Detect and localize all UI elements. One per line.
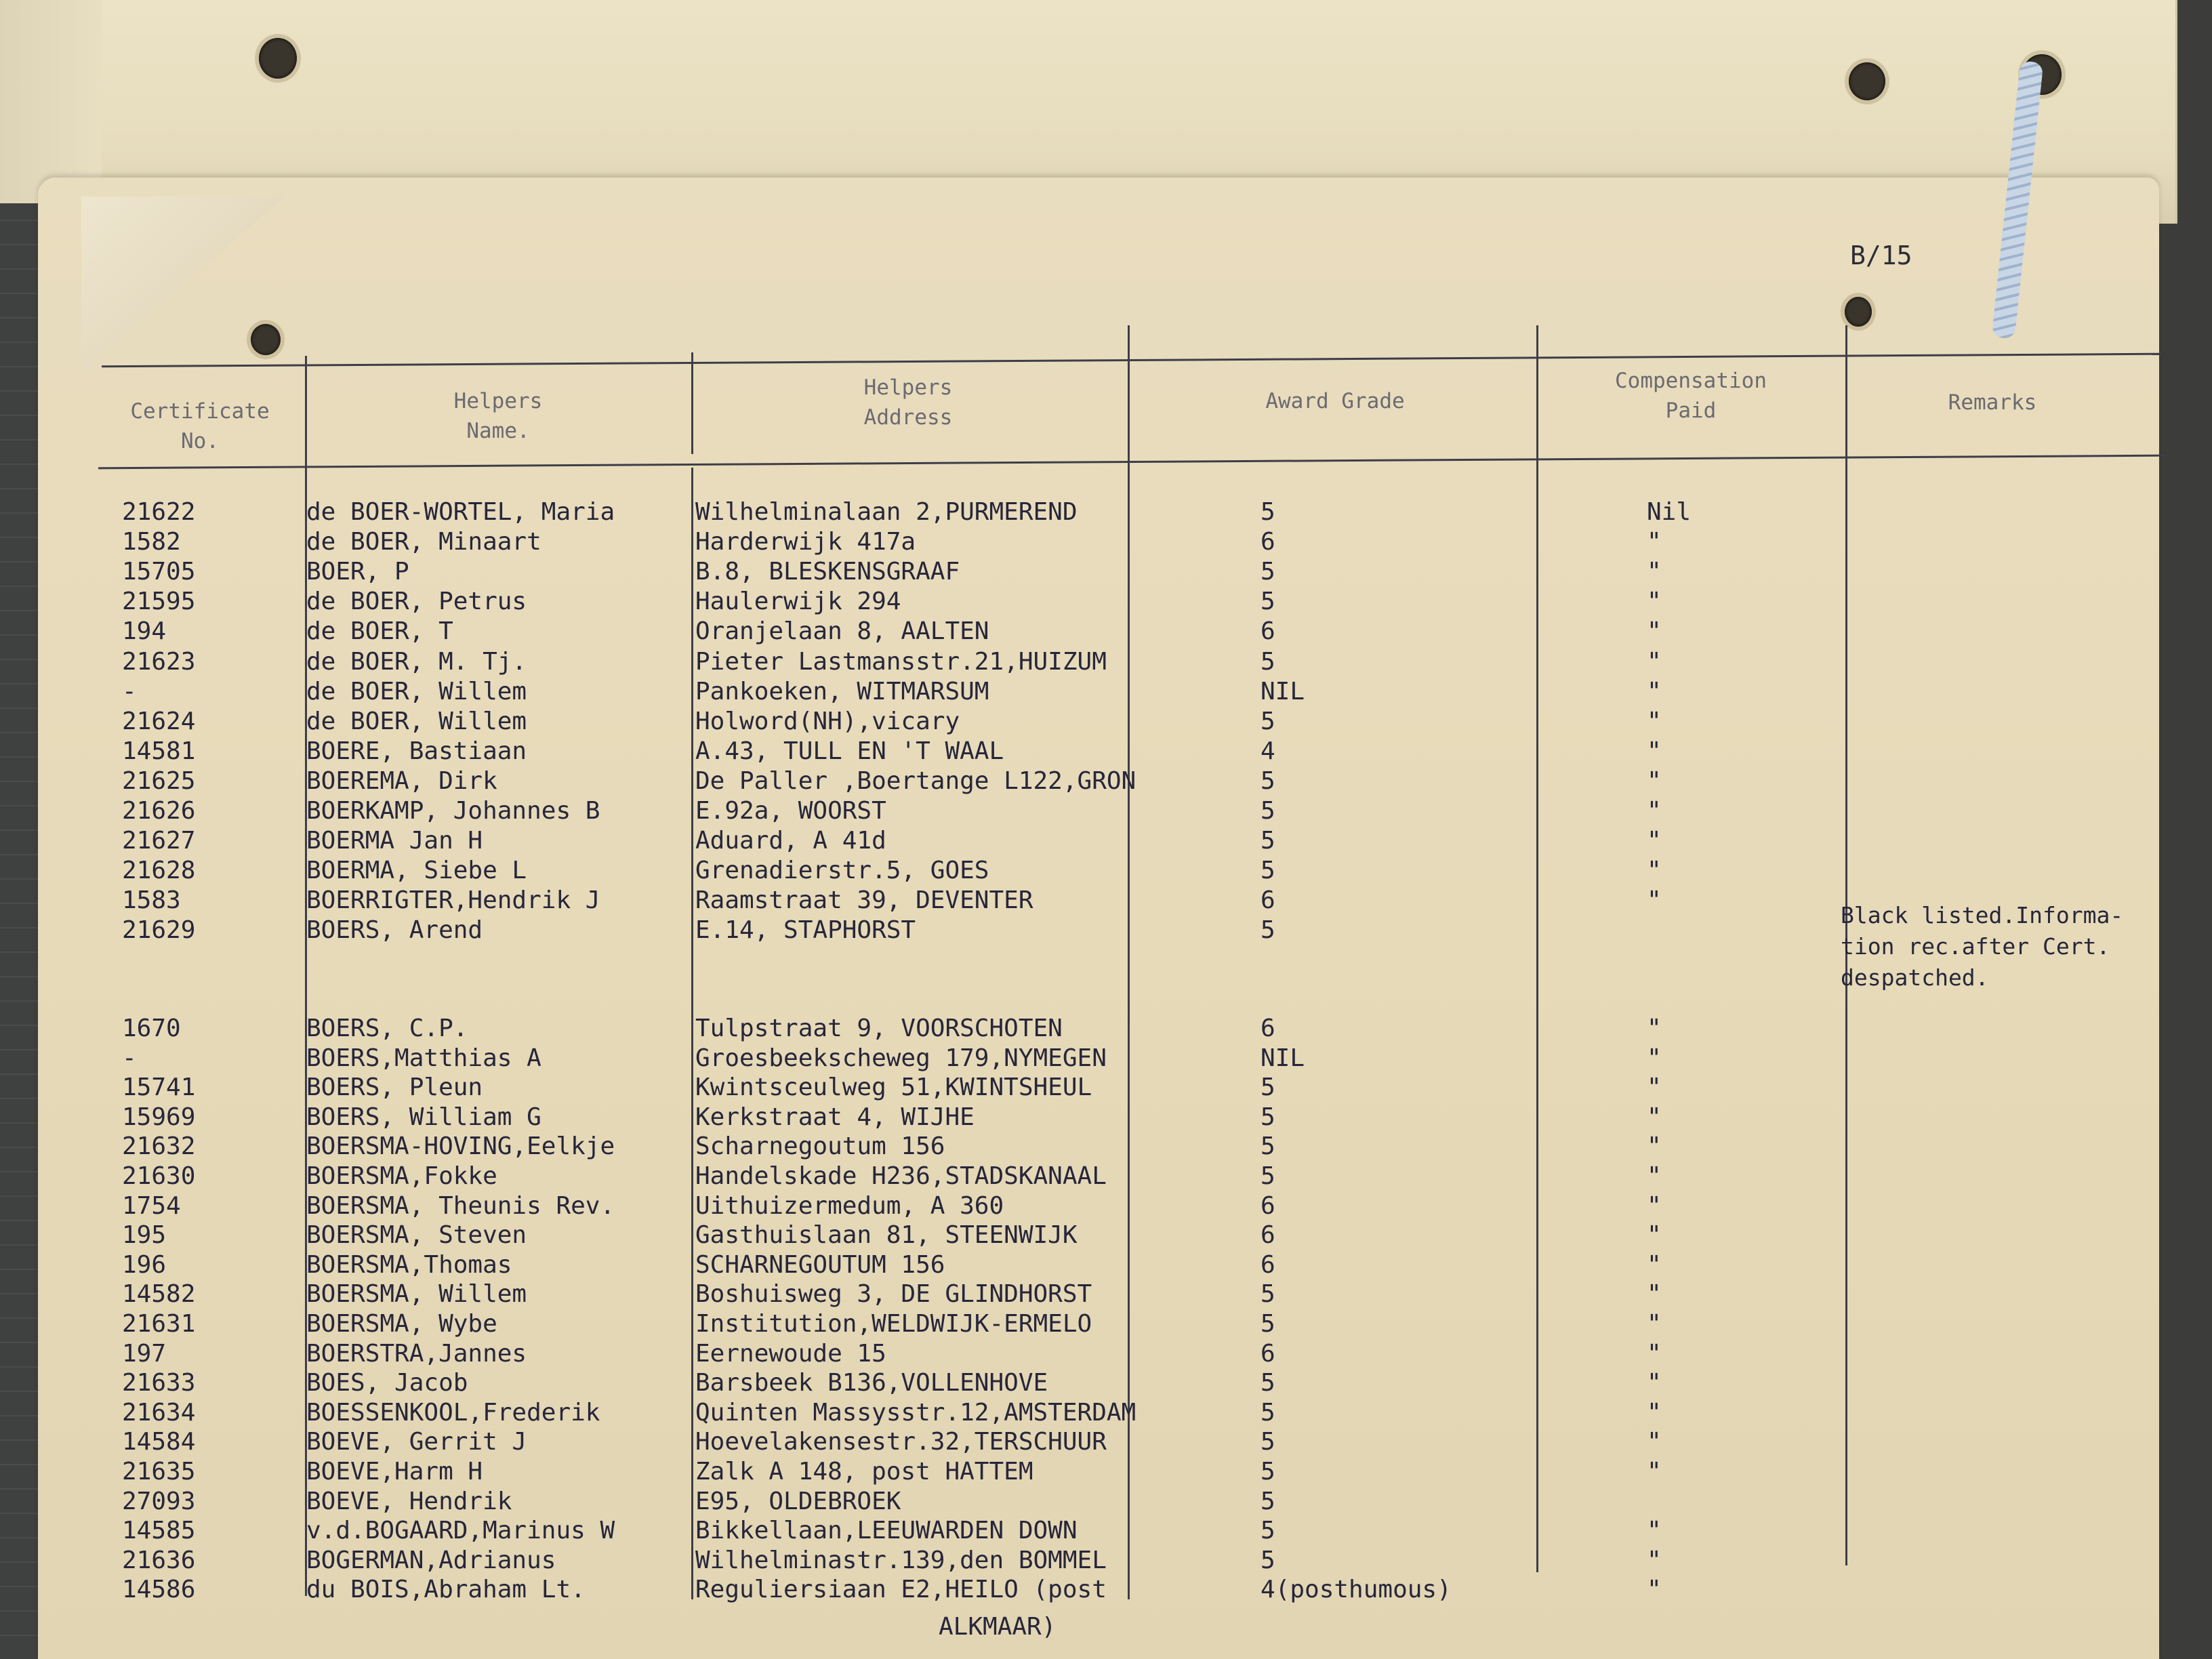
compensation-paid: " [1647, 797, 1662, 825]
award-grade: 5 [1261, 916, 1275, 945]
certificate-number: 21625 [122, 766, 196, 795]
helper-name: BOERS, C.P. [306, 1015, 468, 1042]
helper-name: BOESSENKOOL,Frederik [306, 1398, 600, 1427]
award-grade: NIL [1261, 1044, 1305, 1072]
compensation-paid: " [1647, 827, 1662, 855]
award-grade: 5 [1261, 797, 1275, 825]
header-award: Award Grade [1265, 389, 1405, 413]
helper-address: Pieter Lastmansstr.21,HUIZUM [695, 647, 1107, 676]
award-grade: 5 [1261, 1310, 1275, 1338]
helper-address: E.92a, WOORST [695, 797, 886, 825]
certificate-number: 21623 [122, 647, 196, 676]
certificate-number: 21635 [122, 1458, 196, 1486]
helper-name: de BOER, M. Tj. [306, 647, 527, 676]
helper-address: Reguliersiaan E2,HEILO (post [695, 1576, 1107, 1604]
certificate-number: 21629 [122, 916, 196, 945]
helper-address: Boshuisweg 3, DE GLINDHORST [695, 1280, 1092, 1309]
compensation-paid: " [1647, 1458, 1662, 1486]
helper-name: BOERE, Bastiaan [306, 737, 527, 765]
compensation-paid: " [1647, 1073, 1662, 1102]
certificate-number: 14581 [122, 737, 196, 765]
compensation-paid: " [1647, 1576, 1662, 1604]
award-grade: 6 [1261, 1015, 1275, 1042]
certificate-number: 1754 [122, 1191, 181, 1220]
certificate-number: 21624 [122, 707, 196, 735]
award-grade: 5 [1261, 1428, 1275, 1456]
helper-name: BOER, P [306, 558, 409, 586]
helper-address: Holword(NH),vicary [695, 707, 960, 735]
award-grade: 4(posthumous) [1261, 1576, 1452, 1604]
certificate-number: 21631 [122, 1310, 196, 1338]
award-grade: 5 [1261, 1073, 1275, 1102]
award-grade: 5 [1261, 707, 1275, 735]
helper-name: BOERS,Matthias A [306, 1044, 541, 1072]
helper-address: SCHARNEGOUTUM 156 [695, 1250, 945, 1279]
helper-name: BOERSMA,Thomas [306, 1250, 512, 1279]
award-grade: 6 [1261, 1250, 1275, 1279]
helper-address: Institution,WELDWIJK-ERMELO [695, 1310, 1092, 1338]
certificate-number: 14585 [122, 1517, 196, 1545]
compensation-paid: " [1647, 677, 1662, 705]
punch-hole-icon [1849, 62, 1885, 100]
compensation-paid: " [1647, 1398, 1662, 1427]
helper-name: de BOER, T [306, 617, 453, 646]
helper-name: de BOER, Minaart [306, 528, 541, 556]
helper-name: BOERSMA, Theunis Rev. [306, 1191, 615, 1220]
helper-name: BOEVE, Hendrik [306, 1487, 512, 1515]
helper-name: BOERSMA,Fokke [306, 1162, 497, 1190]
helper-address: De Paller ,Boertange L122,GRON [695, 766, 1136, 795]
certificate-number: 14584 [122, 1428, 196, 1456]
certificate-number: 21626 [122, 797, 196, 825]
award-grade: 5 [1261, 1398, 1275, 1427]
award-grade: 6 [1261, 617, 1275, 646]
award-grade: 5 [1261, 857, 1275, 885]
helper-name: de BOER, Willem [306, 707, 527, 735]
certificate-number: 21634 [122, 1398, 196, 1427]
helper-name: BOEREMA, Dirk [306, 766, 497, 795]
helper-address: Bikkellaan,LEEUWARDEN DOWN [695, 1517, 1078, 1545]
certificate-number: 14582 [122, 1280, 196, 1309]
award-grade: 5 [1261, 1103, 1275, 1131]
certificate-number: 27093 [122, 1487, 196, 1515]
award-grade: 5 [1261, 1546, 1275, 1574]
header-remarks: Remarks [1948, 390, 2037, 415]
compensation-paid: " [1647, 1369, 1662, 1397]
helper-address: Zalk A 148, post HATTEM [695, 1458, 1033, 1486]
helper-name: de BOER-WORTEL, Maria [306, 498, 615, 526]
helper-name: BOGERMAN,Adrianus [306, 1546, 556, 1574]
column-divider [691, 352, 693, 454]
helper-name: de BOER, Petrus [306, 588, 527, 616]
award-grade: 6 [1261, 886, 1275, 915]
helper-address: Hoevelakensestr.32,TERSCHUUR [695, 1428, 1107, 1456]
helper-name: BOERSMA, Steven [306, 1221, 527, 1250]
compensation-paid: " [1647, 737, 1662, 765]
helper-address: Raamstraat 39, DEVENTER [695, 886, 1033, 915]
helper-name: BOERKAMP, Johannes B [306, 797, 600, 825]
helper-address: Eernewoude 15 [695, 1339, 886, 1368]
compensation-paid: " [1647, 1044, 1662, 1072]
helper-name: BOERSTRA,Jannes [306, 1339, 527, 1368]
award-grade: 5 [1261, 766, 1275, 795]
certificate-number: 14586 [122, 1576, 196, 1604]
column-divider [691, 468, 693, 1599]
compensation-paid: " [1647, 1132, 1662, 1161]
helper-address: Grenadierstr.5, GOES [695, 857, 989, 885]
left-flap [0, 0, 102, 203]
compensation-paid: " [1647, 617, 1662, 646]
award-grade: 5 [1261, 1487, 1275, 1515]
helper-name: de BOER, Willem [306, 677, 527, 705]
helper-name: BOERS, Pleun [306, 1073, 483, 1102]
award-grade: 5 [1261, 558, 1275, 586]
remarks-note: Black listed.Informa- tion rec.after Cert. despatched. [1841, 902, 2124, 991]
certificate-number: 1582 [122, 528, 181, 556]
compensation-paid: " [1647, 558, 1662, 586]
helper-name: BOERMA, Siebe L [306, 857, 527, 885]
certificate-number: 21628 [122, 857, 196, 885]
award-grade: 5 [1261, 1458, 1275, 1486]
compensation-paid: " [1647, 707, 1662, 735]
compensation-paid: " [1647, 1221, 1662, 1250]
certificate-number: 15705 [122, 558, 196, 586]
compensation-paid: " [1647, 528, 1662, 556]
helper-name: BOERSMA, Wybe [306, 1310, 497, 1338]
award-grade: 5 [1261, 1369, 1275, 1397]
helper-name: BOES, Jacob [306, 1369, 468, 1397]
certificate-number: 21622 [122, 498, 196, 526]
award-grade: 5 [1261, 1132, 1275, 1161]
helper-name: BOERS, William G [306, 1103, 541, 1131]
punch-hole-icon [1845, 297, 1872, 327]
certificate-number: - [122, 1044, 137, 1072]
helper-address: Oranjelaan 8, AALTEN [695, 617, 989, 646]
compensation-paid: " [1647, 766, 1662, 795]
address-continuation: ALKMAAR) [939, 1613, 1057, 1641]
certificate-number: 197 [122, 1339, 167, 1368]
compensation-paid: " [1647, 1250, 1662, 1279]
certificate-number: 21632 [122, 1132, 196, 1161]
compensation-paid: " [1647, 647, 1662, 676]
helper-address: Harderwijk 417a [695, 528, 916, 556]
helper-name: BOERSMA, Willem [306, 1280, 527, 1309]
certificate-number: 21595 [122, 588, 196, 616]
award-grade: 6 [1261, 1339, 1275, 1368]
award-grade: NIL [1261, 677, 1305, 705]
award-grade: 5 [1261, 498, 1275, 526]
helper-address: Haulerwijk 294 [695, 588, 901, 616]
award-grade: 5 [1261, 1162, 1275, 1190]
helper-address: B.8, BLESKENSGRAAF [695, 558, 960, 586]
helper-address: Kwintsceulweg 51,KWINTSHEUL [695, 1073, 1092, 1102]
helper-address: Kerkstraat 4, WIJHE [695, 1103, 975, 1131]
header-name: Helpers Name. [453, 389, 543, 443]
helper-address: Quinten Massysstr.12,AMSTERDAM [695, 1398, 1136, 1427]
certificate-number: 1670 [122, 1015, 181, 1042]
certificate-number: 15969 [122, 1103, 196, 1131]
header-certificate: Certificate No. [130, 399, 270, 453]
award-grade: 5 [1261, 827, 1275, 855]
helper-address: Scharnegoutum 156 [695, 1132, 945, 1161]
award-grade: 5 [1261, 1517, 1275, 1545]
helper-address: Uithuizermedum, A 360 [695, 1191, 1004, 1220]
helper-address: Aduard, A 41d [695, 827, 886, 855]
certificate-number: 21633 [122, 1369, 196, 1397]
helper-name: du BOIS,Abraham Lt. [306, 1576, 586, 1604]
certificate-number: 194 [122, 617, 167, 646]
helper-name: BOEVE, Gerrit J [306, 1428, 527, 1456]
punch-hole-icon [259, 38, 297, 79]
helper-address: Barsbeek B136,VOLLENHOVE [695, 1369, 1048, 1397]
compensation-paid: " [1647, 1546, 1662, 1574]
award-grade: 4 [1261, 737, 1275, 765]
award-grade: 6 [1261, 528, 1275, 556]
compensation-paid: " [1647, 1310, 1662, 1338]
certificate-number: 1583 [122, 886, 181, 915]
certificate-number: 21630 [122, 1162, 196, 1190]
helper-address: Handelskade H236,STADSKANAAL [695, 1162, 1107, 1190]
certificate-number: 195 [122, 1221, 167, 1250]
certificate-number: 196 [122, 1250, 167, 1279]
helper-address: Groesbeekscheweg 179,NYMEGEN [695, 1044, 1107, 1072]
award-grade: 5 [1261, 588, 1275, 616]
helper-address: Wilhelminalaan 2,PURMEREND [695, 498, 1078, 526]
helper-address: E.14, STAPHORST [695, 916, 916, 945]
helper-address: A.43, TULL EN 'T WAAL [695, 737, 1004, 765]
helper-address: E95, OLDEBROEK [695, 1487, 901, 1515]
helper-address: Gasthuislaan 81, STEENWIJK [695, 1221, 1078, 1250]
header-compensation: Compensation Paid [1615, 369, 1767, 423]
helper-name: v.d.BOGAARD,Marinus W [306, 1517, 615, 1545]
compensation-paid: " [1647, 1015, 1662, 1042]
helper-name: BOERMA Jan H [306, 827, 483, 855]
certificate-number: - [122, 677, 137, 705]
compensation-paid: Nil [1647, 498, 1692, 526]
award-grade: 6 [1261, 1221, 1275, 1250]
compensation-paid: " [1647, 1103, 1662, 1131]
page-reference: B/15 [1850, 241, 1912, 270]
column-divider [1536, 325, 1538, 1572]
award-grade: 5 [1261, 647, 1275, 676]
compensation-paid: " [1647, 1280, 1662, 1309]
helper-name: BOERS, Arend [306, 916, 483, 945]
certificate-number: 15741 [122, 1073, 196, 1102]
punch-hole-icon [251, 324, 281, 355]
compensation-paid: " [1647, 1339, 1662, 1368]
header-address: Helpers Address [863, 375, 953, 430]
certificate-number: 21636 [122, 1546, 196, 1574]
helper-address: Pankoeken, WITMARSUM [695, 677, 989, 705]
award-grade: 5 [1261, 1280, 1275, 1309]
helper-address: Tulpstraat 9, VOORSCHOTEN [695, 1015, 1063, 1042]
compensation-paid: " [1647, 857, 1662, 885]
award-grade: 6 [1261, 1191, 1275, 1220]
helper-name: BOERRIGTER,Hendrik J [306, 886, 600, 915]
compensation-paid: " [1647, 1162, 1662, 1190]
compensation-paid: " [1647, 1191, 1662, 1220]
compensation-paid: " [1647, 588, 1662, 616]
helper-name: BOERSMA-HOVING,Eelkje [306, 1132, 615, 1161]
compensation-paid: " [1647, 1517, 1662, 1545]
certificate-number: 21627 [122, 827, 196, 855]
compensation-paid: " [1647, 1428, 1662, 1456]
helper-address: Wilhelminastr.139,den BOMMEL [695, 1546, 1107, 1574]
compensation-paid: " [1647, 886, 1662, 915]
helper-name: BOEVE,Harm H [306, 1458, 483, 1486]
